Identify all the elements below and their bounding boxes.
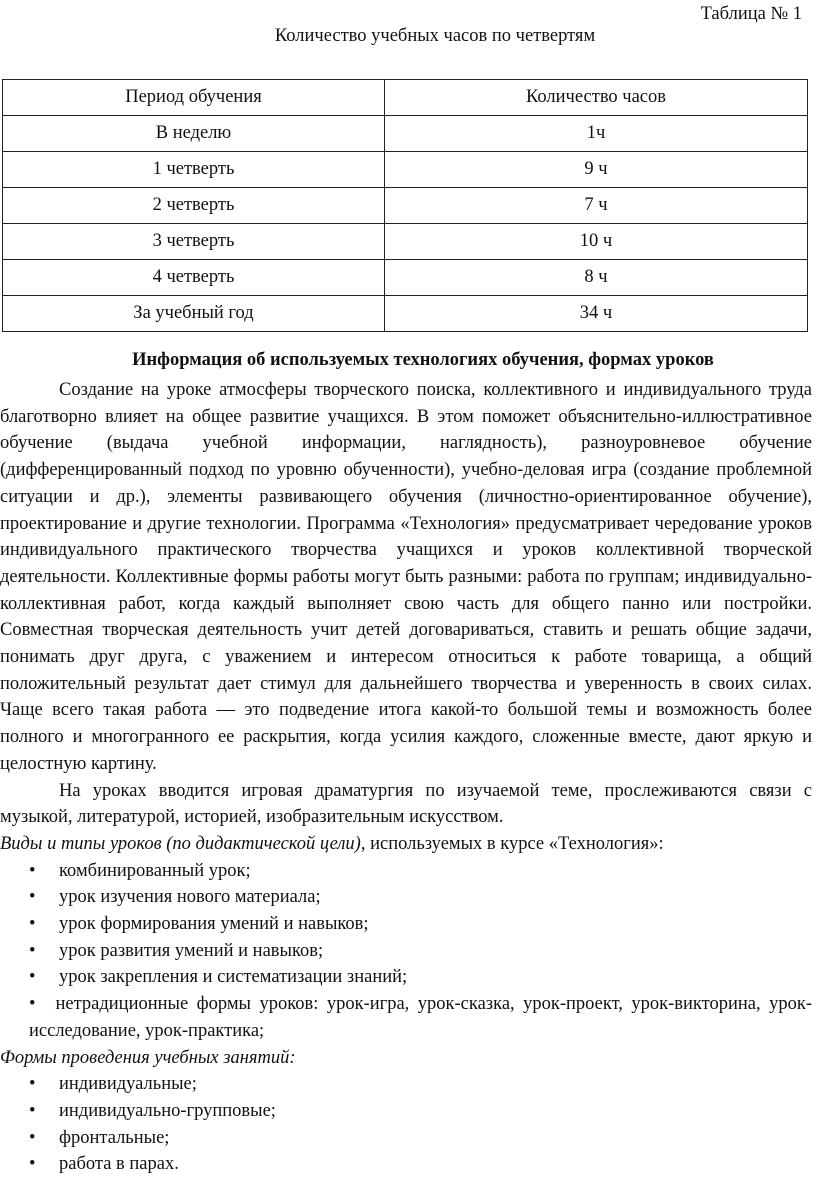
list-item-text: фронтальные; <box>59 1127 170 1148</box>
forms-list <box>0 1071 812 1178</box>
lesson-types-intro <box>0 831 812 858</box>
list-item <box>0 1098 812 1125</box>
lesson-types-list <box>0 858 812 1045</box>
list-item-text: урок формирования умений и навыков; <box>59 914 369 935</box>
forms-label: Формы проведения учебных занятий: <box>0 1047 296 1068</box>
column-header-period: Период обучения <box>3 80 385 116</box>
bullet-icon: • <box>29 1100 36 1121</box>
list-item <box>0 1151 812 1178</box>
period-cell: 3 четверть <box>3 224 385 260</box>
period-cell: 1 четверть <box>3 152 385 188</box>
table-row <box>3 224 808 260</box>
period-cell: В неделю <box>3 116 385 152</box>
bullet-icon: • <box>29 860 36 881</box>
bullet-icon: • <box>29 940 36 961</box>
table-row <box>3 188 808 224</box>
table-title: Количество учебных часов по четвертям <box>274 26 596 46</box>
list-item-text: урок закрепления и систематизации знаний; <box>59 967 408 988</box>
hours-cell: 34 ч <box>385 296 808 332</box>
list-item-text: индивидуальные; <box>59 1074 197 1095</box>
list-item <box>0 991 812 1044</box>
list-item <box>0 858 812 885</box>
list-item-text: урок развития умений и навыков; <box>59 940 324 961</box>
hours-cell: 8 ч <box>385 260 808 296</box>
hours-cell: 10 ч <box>385 224 808 260</box>
period-cell: 4 четверть <box>3 260 385 296</box>
list-item-text: индивидуально-групповые; <box>59 1100 276 1121</box>
list-item <box>0 884 812 911</box>
list-item-text: комбинированный урок; <box>59 860 251 881</box>
table-header-row <box>3 80 808 116</box>
table-row <box>3 116 808 152</box>
table-row <box>3 260 808 296</box>
bullet-icon: • <box>29 1127 36 1148</box>
list-item <box>0 1125 812 1152</box>
list-item <box>0 1071 812 1098</box>
paragraph: На уроках вводится игровая драматургия по изучаемой теме, прослеживаются связи с музыкой, литературой, историей, изобразительным искусством. <box>0 780 812 828</box>
bullet-icon: • <box>29 994 36 1015</box>
table-number: Таблица № 1 <box>700 4 802 24</box>
bullet-icon: • <box>29 887 36 908</box>
list-item-text: работа в парах. <box>59 1154 179 1175</box>
list-item <box>0 964 812 991</box>
bullet-icon: • <box>29 1154 36 1175</box>
hours-cell: 9 ч <box>385 152 808 188</box>
hours-cell: 1ч <box>385 116 808 152</box>
column-header-hours: Количество часов <box>385 80 808 116</box>
list-item-text: урок изучения нового материала; <box>59 887 321 908</box>
bullet-icon: • <box>29 1074 36 1095</box>
bullet-icon: • <box>29 967 36 988</box>
period-cell: 2 четверть <box>3 188 385 224</box>
list-item-text: нетрадиционные формы уроков: урок-игра, урок-сказка, урок-проект, урок-викторина, урок-исследование, урок-практика; <box>29 994 812 1041</box>
list-item <box>0 938 812 965</box>
hours-table <box>2 79 808 332</box>
list-item <box>0 911 812 938</box>
section-heading: Информация об используемых технологиях обучения, формах уроков <box>132 350 714 370</box>
hours-cell: 7 ч <box>385 188 808 224</box>
bullet-icon: • <box>29 914 36 935</box>
table-row <box>3 152 808 188</box>
paragraph: Создание на уроке атмосферы творческого поиска, коллективного и индивидуального труда благотворно влияет на общее развитие учащихся. В этом поможет объяснительно-иллюстративное обучение (выдача учебной информации, наглядность), разноуровневое обучение (дифференцированный подход по уровню обученности), учебно-деловая игра (создание проблемной ситуации и др.), элементы развивающего обучения (личностно-ориентированное обучение), проектирование и другие технологии. Программа «Технология» предусматривает чередование уроков индивидуального практического творчества учащихся и уроков коллективной творческой деятельности. Коллективные формы работы могут быть разными: работа по группам; индивидуально-коллективная работ, когда каждый выполняет свою часть для общего панно или постройки. Совместная творческая деятельность учит детей договариваться, ставить и решать общие задачи, понимать друг друга, с уважением и интересом относиться к работе товарища, а общий положительный результат дает стимул для дальнейшего творчества и уверенность в своих силах. Чаще всего такая работа — это подведение итога какой-то большой темы и возможность более полного и многогранного ее раскрытия, когда усилия каждого, сложенные вместе, дают яркую и целостную картину. <box>0 380 812 774</box>
table-row <box>3 296 808 332</box>
period-cell: За учебный год <box>3 296 385 332</box>
body-text <box>0 377 812 1178</box>
lesson-types-rest: , используемых в курсе «Технология»: <box>360 833 664 854</box>
lesson-types-label: Виды и типы уроков (по дидактической цели) <box>0 833 361 854</box>
